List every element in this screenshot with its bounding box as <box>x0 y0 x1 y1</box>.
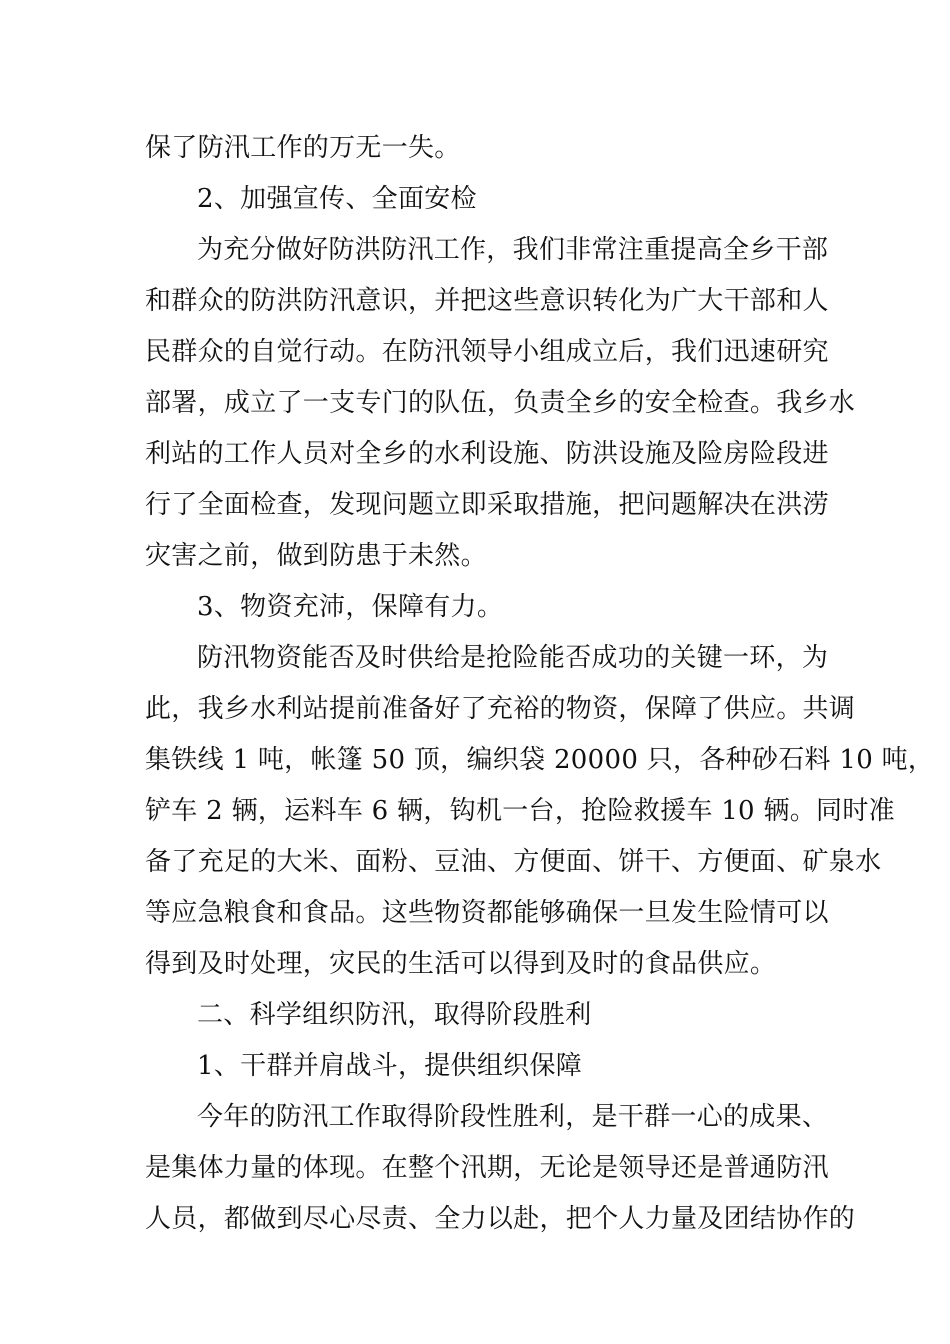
paragraph-line: 此，我乡水利站提前准备好了充裕的物资，保障了供应。共调 <box>145 694 856 724</box>
paragraph-line: 是集体力量的体现。在整个汛期，无论是领导还是普通防汛 <box>145 1153 829 1183</box>
paragraph-line: 和群众的防洪防汛意识，并把这些意识转化为广大干部和人 <box>145 286 829 316</box>
paragraph-line: 人员，都做到尽心尽责、全力以赴，把个人力量及团结协作的 <box>145 1204 856 1234</box>
paragraph-line: 防汛物资能否及时供给是抢险能否成功的关键一环，为 <box>197 643 829 673</box>
section-heading: 3、物资充沛，保障有力。 <box>197 592 504 622</box>
paragraph-line: 集铁线 1 吨，帐篷 50 顶，编织袋 20000 只，各种砂石料 10 吨， <box>145 745 935 775</box>
paragraph-line: 灾害之前，做到防患于未然。 <box>145 541 487 571</box>
paragraph-line: 为充分做好防洪防汛工作，我们非常注重提高全乡干部 <box>197 235 829 265</box>
paragraph-line: 备了充足的大米、面粉、豆油、方便面、饼干、方便面、矿泉水 <box>145 847 882 877</box>
paragraph-line: 行了全面检查，发现问题立即采取措施，把问题解决在洪涝 <box>145 490 829 520</box>
paragraph-line: 今年的防汛工作取得阶段性胜利，是干群一心的成果、 <box>197 1102 829 1132</box>
section-heading: 2、加强宣传、全面安检 <box>197 184 477 214</box>
section-heading: 二、科学组织防汛，取得阶段胜利 <box>197 1000 592 1030</box>
paragraph-line: 民群众的自觉行动。在防汛领导小组成立后，我们迅速研究 <box>145 337 829 367</box>
paragraph-line: 铲车 2 辆，运料车 6 辆，钩机一台，抢险救援车 10 辆。同时准 <box>145 796 895 826</box>
paragraph-line: 部署，成立了一支专门的队伍，负责全乡的安全检查。我乡水 <box>145 388 856 418</box>
paragraph-line: 保了防汛工作的万无一失。 <box>145 133 461 163</box>
paragraph-line: 利站的工作人员对全乡的水利设施、防洪设施及险房险段进 <box>145 439 829 469</box>
paragraph-line: 得到及时处理，灾民的生活可以得到及时的食品供应。 <box>145 949 777 979</box>
paragraph-line: 等应急粮食和食品。这些物资都能够确保一旦发生险情可以 <box>145 898 829 928</box>
section-heading: 1、干群并肩战斗，提供组织保障 <box>197 1051 583 1081</box>
